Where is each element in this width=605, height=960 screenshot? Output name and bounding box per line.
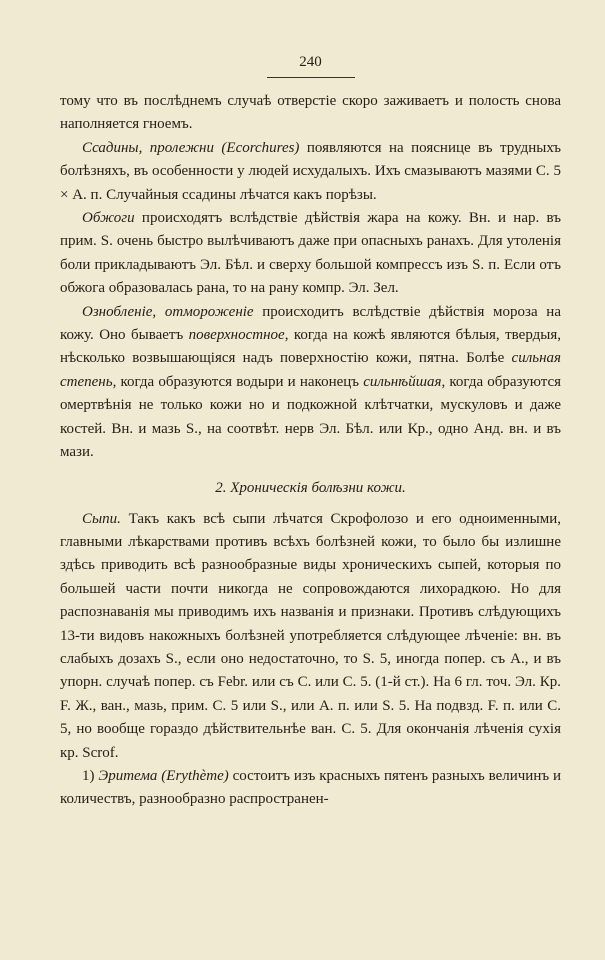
frostbite-text-a: происходитъ вслѣдствіе дѣйствія мороза на кожу. Оно бываетъ: [60, 303, 561, 344]
paragraph-abrasions: [60, 137, 561, 207]
term-abrasions: Ссадины, пролежни: [82, 139, 214, 156]
paragraph-burns: [60, 207, 561, 301]
header-rule: [267, 77, 355, 78]
paragraph-rashes: [60, 508, 561, 765]
item-number: 1): [82, 767, 95, 784]
term-rashes: Сыпи.: [82, 510, 121, 527]
term-erythema-latin: (Erythème): [161, 767, 229, 784]
page-number: 240: [299, 54, 322, 70]
term-abrasions-latin: (Ecorchures): [221, 139, 300, 156]
paragraph-frostbite: [60, 301, 561, 465]
frostbite-text-c: , когда образуются водыри и наконецъ: [112, 373, 364, 390]
paragraph-abrasions-text: появляются на пояснице въ трудныхъ болѣзняхъ, въ особенности у людей исхудалыхъ. Ихъ смазываютъ мазями С. 5 × А. п. Случайныя ссадины лѣчатся какъ порѣзы.: [60, 139, 562, 203]
paragraph-erythema: [60, 765, 561, 812]
term-erythema: Эритема: [98, 767, 158, 784]
continuation-paragraph: [60, 90, 561, 137]
term-frostbite: Ознобленіе, отмороженіе: [82, 303, 254, 320]
paragraph-erythema-text: состоитъ изъ красныхъ пятенъ разныхъ величинъ и количествъ, разнообразно распространен-: [60, 767, 562, 808]
paragraph-rashes-text: Такъ какъ всѣ сыпи лѣчатся Скрофолозо и его одноименными, главными лѣкарствами противъ всѣхъ болѣзней кожи, то было бы излишне здѣсь приводить всѣ разнообразные виды хроническихъ сыпей, которыя по большей части почти никогда не сопровождаются лихорадкою. Но для распознаванія мы приводимъ ихъ названія и признаки. Противъ слѣдующихъ 13-ти видовъ накожныхъ болѣзней употребляется слѣдующее лѣченіе: вн. въ слабыхъ дозахъ S., если оно недостаточно, то S. 5, иногда попер. съ А., и въ упорн. случаѣ попер. съ Febr. или съ С. или С. 5. (1-й ст.). На 6 гл. точ. Эл. Кр. F. Ж., ван., мазь, прим. С. 5 или S., или А. п. или S. 5. На подвзд. F. п. или С. 5, но вообще гораздо дѣйствительнѣе ван. С. 5. Для окончанія лѣченія сухія кр. Scrof.: [60, 510, 561, 761]
section-heading: 2. Хроническія болѣзни кожи.: [215, 479, 406, 496]
term-burns: Обжоги: [82, 210, 135, 227]
continuation-text: тому что въ послѣднемъ случаѣ отверстіе скоро заживаетъ и полость снова наполняется гноемъ.: [60, 93, 561, 133]
paragraph-burns-text: происходятъ вслѣдствіе дѣйствія жара на кожу. Вн. и нар. въ прим. S. очень быстро вылѣчиваютъ даже при опасныхъ ранахъ. Для утоленія боли прикладываютъ Эл. Бѣл. и сверху большой компрессъ изъ S. п. Если отъ обжога образовалась рана, то на рану компр. Эл. Зел.: [60, 210, 561, 297]
frostbite-em-superficial: поверхностное: [188, 327, 285, 344]
frostbite-em-strongest: сильнѣйшая: [363, 373, 442, 390]
frostbite-text-d: , когда образуются омертвѣнія не только кожи но и подкожной клѣтчатки, мускуловъ и даже костей. Вн. и мазь S., на соотвѣт. нерв Эл. Бѣл. или Кр., одно Анд. вн. и въ мази.: [60, 373, 561, 461]
frostbite-em-strong: сильная степень: [60, 350, 561, 390]
frostbite-text-b: , когда на кожѣ являются бѣлыя, твердыя, нѣсколько возвышающіяся надъ поверхностію кожи, пятна. Болѣе: [60, 327, 561, 367]
